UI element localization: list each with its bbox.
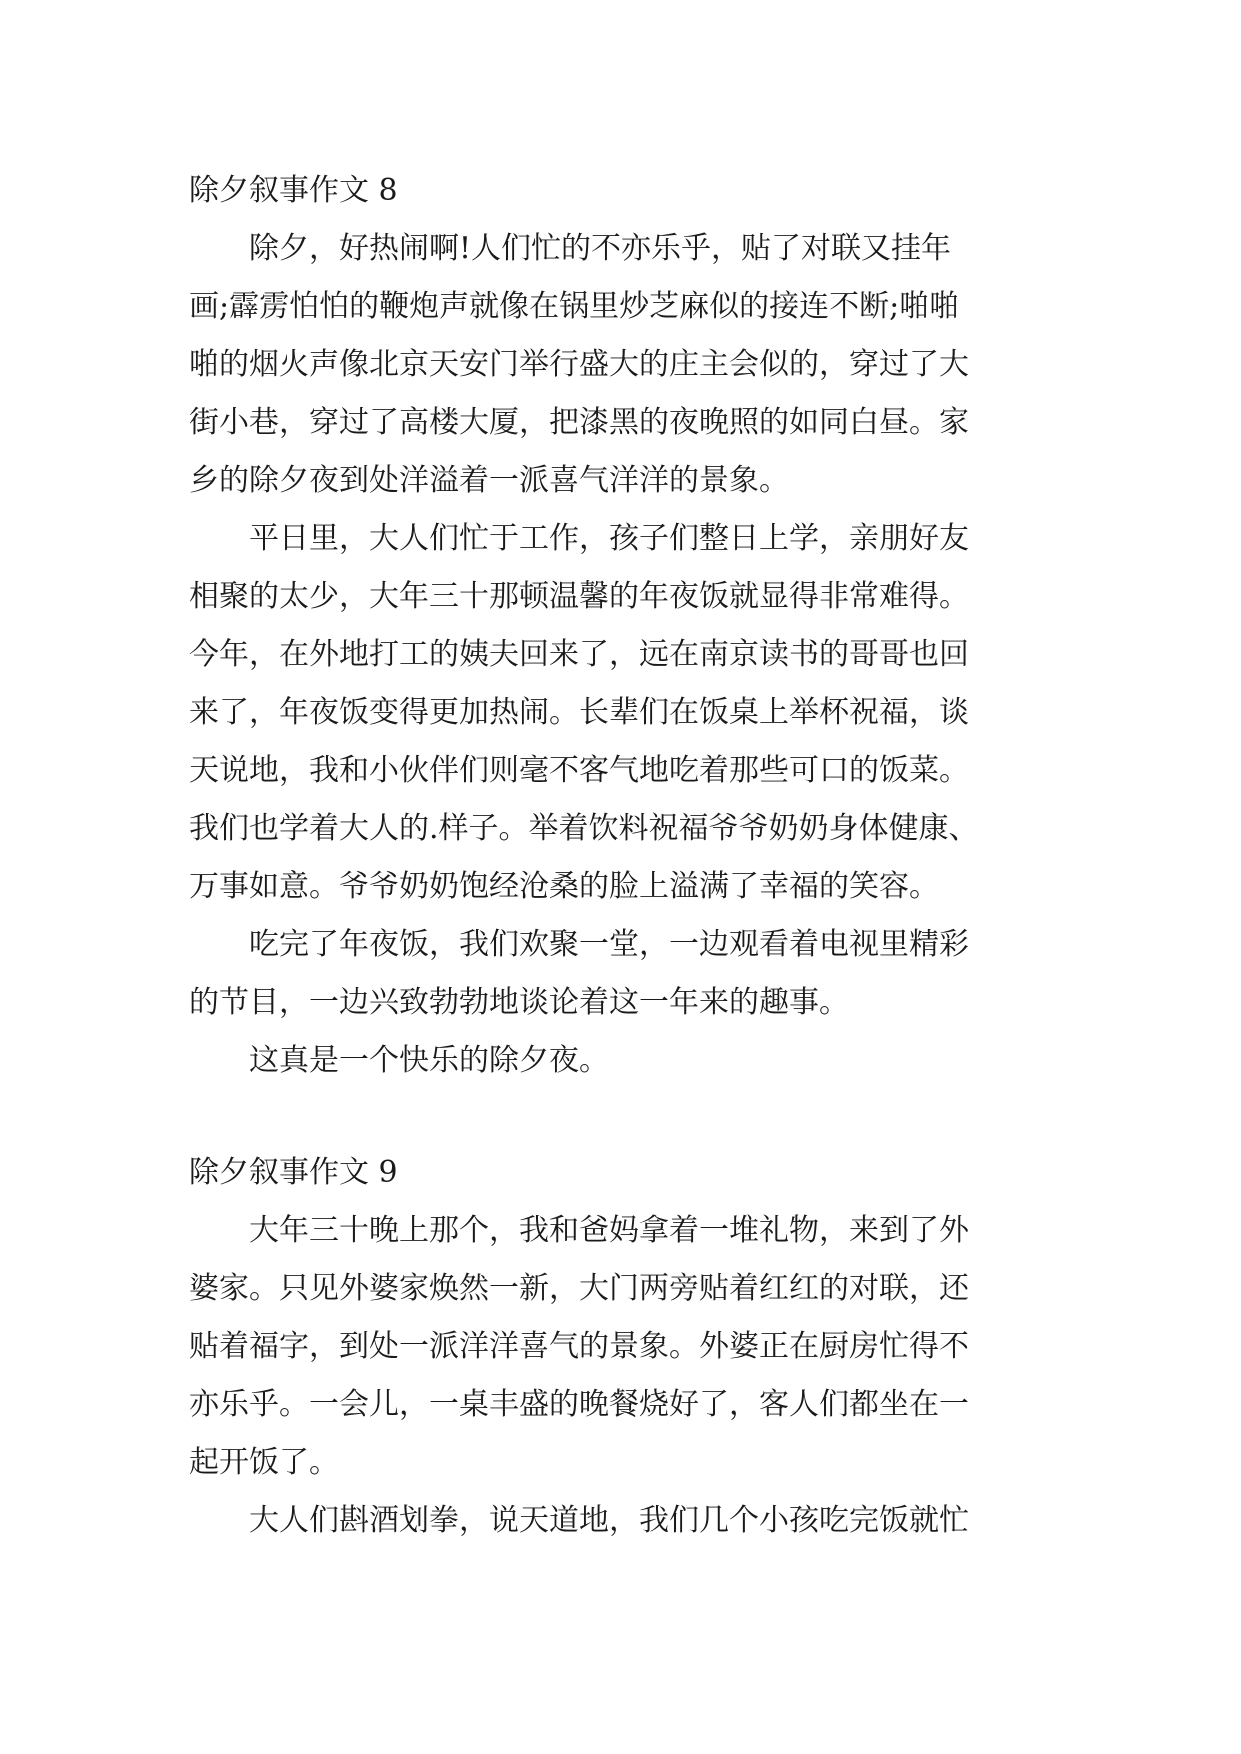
essay-9: [189, 1144, 1051, 1550]
text-line: 起开饭了。: [189, 1445, 339, 1480]
text-line: 平日里，大人们忙于工作，孩子们整日上学，亲朋好友: [249, 521, 969, 556]
text-line: 万事如意。爷爷奶奶饱经沧桑的脸上溢满了幸福的笑容。: [189, 869, 939, 904]
text-line: 今年，在外地打工的姨夫回来了，远在南京读书的哥哥也回: [189, 637, 969, 672]
text-line: 大年三十晚上那个，我和爸妈拿着一堆礼物，来到了外: [249, 1213, 969, 1248]
text-line: 相聚的太少，大年三十那顿温馨的年夜饭就显得非常难得。: [189, 579, 969, 614]
paragraph: [189, 220, 1051, 510]
text-line: 乡的除夕夜到处洋溢着一派喜气洋洋的景象。: [189, 463, 789, 498]
text-line: 我们也学着大人的.样子。举着饮料祝福爷爷奶奶身体健康、: [189, 811, 979, 846]
paragraph: [189, 916, 1051, 1032]
text-line: 亦乐乎。一会儿，一桌丰盛的晚餐烧好了，客人们都坐在一: [189, 1387, 969, 1422]
text-line: 画;霹雳怕怕的鞭炮声就像在锅里炒芝麻似的接连不断;啪啪: [189, 289, 960, 324]
paragraph: [189, 510, 1051, 916]
paragraph: [189, 1492, 1051, 1550]
text-line: 这真是一个快乐的除夕夜。: [249, 1043, 609, 1078]
essay-title: 除夕叙事作文 8: [189, 173, 398, 208]
text-line: 街小巷，穿过了高楼大厦，把漆黑的夜晚照的如同白昼。家: [189, 405, 969, 440]
text-line: 啪的烟火声像北京天安门举行盛大的庄主会似的，穿过了大: [189, 347, 969, 382]
essay-title: 除夕叙事作文 9: [189, 1155, 398, 1190]
text-line: 的节目，一边兴致勃勃地谈论着这一年来的趣事。: [189, 985, 849, 1020]
text-line: 除夕，好热闹啊!人们忙的不亦乐乎，贴了对联又挂年: [249, 231, 952, 266]
text-line: 贴着福字，到处一派洋洋喜气的景象。外婆正在厨房忙得不: [189, 1329, 969, 1364]
text-line: 来了，年夜饭变得更加热闹。长辈们在饭桌上举杯祝福，谈: [189, 695, 969, 730]
text-line: 天说地，我和小伙伴们则毫不客气地吃着那些可口的饭菜。: [189, 753, 969, 788]
document-page: [189, 162, 1051, 1550]
text-line: 婆家。只见外婆家焕然一新，大门两旁贴着红红的对联，还: [189, 1271, 969, 1306]
paragraph: [189, 1032, 1051, 1090]
text-line: 大人们斟酒划拳，说天道地，我们几个小孩吃完饭就忙: [249, 1503, 969, 1538]
essay-8: [189, 162, 1051, 1090]
text-line: 吃完了年夜饭，我们欢聚一堂，一边观看着电视里精彩: [249, 927, 969, 962]
paragraph: [189, 1202, 1051, 1492]
